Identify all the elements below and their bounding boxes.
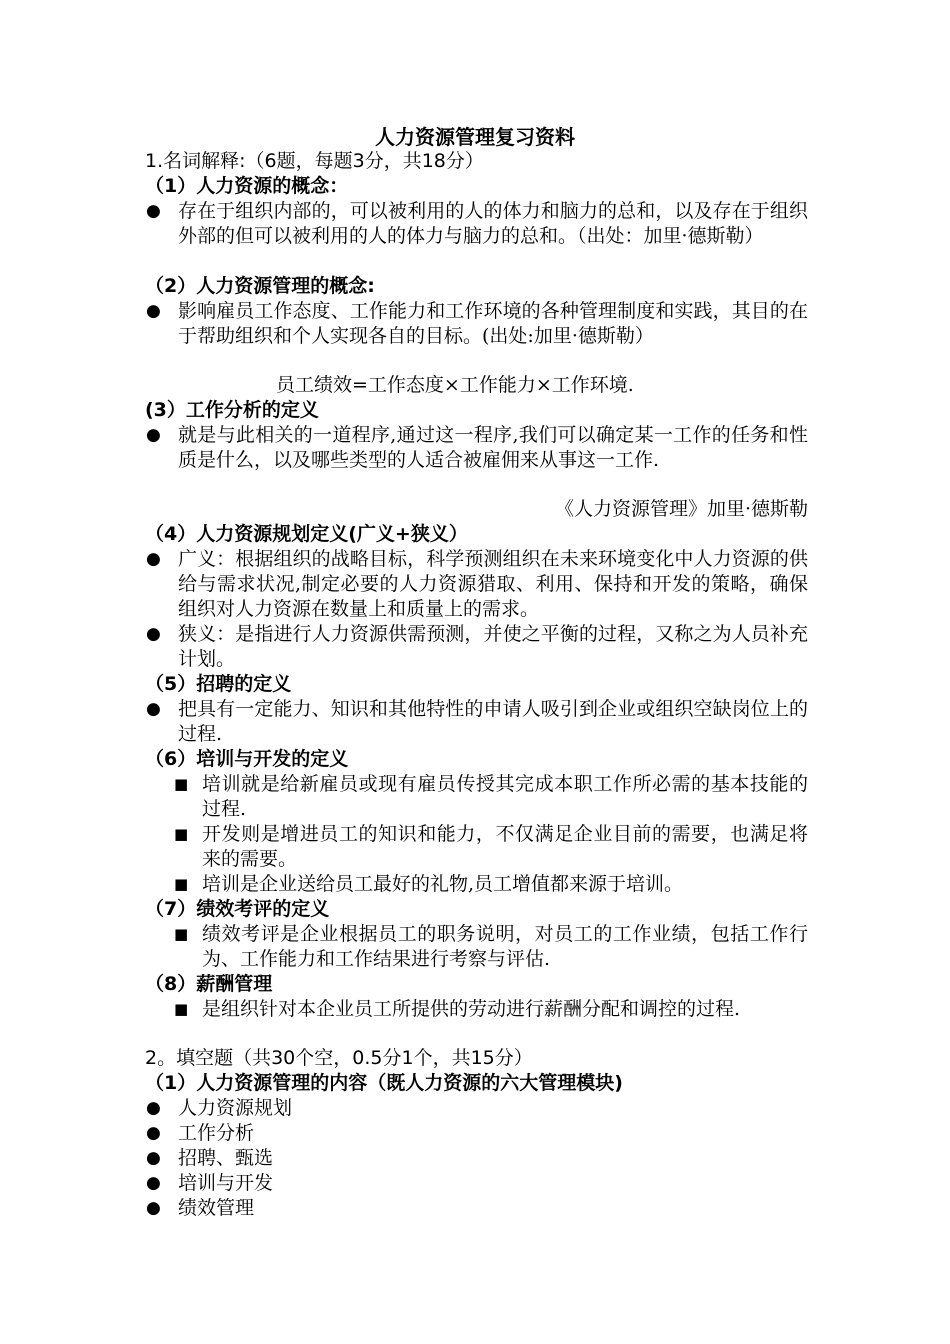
list-item: 人力资源规划: [178, 1097, 293, 1119]
list-item: 工作分析: [178, 1122, 255, 1144]
term-heading-1: （1）人力资源的概念：: [145, 175, 349, 197]
list-item: 招聘、甄选: [178, 1147, 274, 1169]
term-definition-3: 就是与此相关的一道程序,通过这一程序,我们可以确定某一工作的任务和性质是什么，以及哪些类型的人适合被雇佣来从事这一工作.: [178, 424, 808, 471]
term-definition-2: 影响雇员工作态度、工作能力和工作环境的各种管理制度和实践，其目的在于帮助组织和个人实现各自的目标。(出处:加里·德斯勒）: [178, 300, 808, 347]
term-definition-8: 是组织针对本企业员工所提供的劳动进行薪酬分配和调控的过程.: [202, 998, 741, 1020]
term-heading-4: （4）人力资源规划定义(广义+狭义）: [145, 523, 468, 545]
term-definition-4-narrow: 狭义：是指进行人力资源供需预测，并使之平衡的过程，又称之为人员补充计划。: [178, 623, 808, 670]
term-definition-7: 绩效考评是企业根据员工的职务说明，对员工的工作业绩，包括工作行为、工作能力和工作结果进行考察与评估.: [202, 923, 808, 970]
square-bullet-icon: ■: [174, 775, 189, 793]
bullet-icon: ●: [146, 1098, 161, 1118]
bullet-icon: ●: [146, 1148, 161, 1168]
performance-formula: 员工绩效=工作态度×工作能力×工作环境.: [276, 374, 634, 396]
bullet-icon: ●: [146, 624, 161, 644]
term-definition-4-broad: 广义：根据组织的战略目标，科学预测组织在未来环境变化中人力资源的供给与需求状况,制定必要的人力资源猎取、利用、保持和开发的策略，确保组织对人力资源在数量上和质量上的需求。: [178, 548, 808, 620]
bullet-icon: ●: [146, 425, 161, 445]
term-heading-7: （7）绩效考评的定义: [145, 898, 330, 920]
bullet-icon: ●: [146, 1198, 161, 1218]
term-heading-3: (3）工作分析的定义: [145, 399, 319, 421]
bullet-icon: ●: [146, 1173, 161, 1193]
term-definition-6a: 培训就是给新雇员或现有雇员传授其完成本职工作所必需的基本技能的过程.: [202, 773, 808, 820]
square-bullet-icon: ■: [174, 825, 189, 843]
section2-heading: 2。填空题（共30个空，0.5分1个，共15分）: [145, 1047, 533, 1069]
source-citation: 《人力资源管理》加里·德斯勒: [554, 498, 808, 520]
term-heading-5: （5）招聘的定义: [145, 673, 292, 695]
square-bullet-icon: ■: [174, 875, 189, 893]
section2-subheading: （1）人力资源管理的内容（既人力资源的六大管理模块): [145, 1072, 623, 1094]
list-item: 培训与开发: [178, 1172, 274, 1194]
term-heading-8: （8）薪酬管理: [145, 973, 273, 995]
list-item: 绩效管理: [178, 1197, 255, 1219]
term-definition-6b: 开发则是增进员工的知识和能力，不仅满足企业目前的需要，也满足将来的需要。: [202, 823, 808, 870]
term-definition-1: 存在于组织内部的，可以被利用的人的体力和脑力的总和，以及存在于组织外部的但可以被利用的人的体力与脑力的总和。（出处：加里·德斯勒）: [178, 200, 808, 247]
bullet-icon: ●: [146, 549, 161, 569]
term-heading-6: （6）培训与开发的定义: [145, 748, 349, 770]
bullet-icon: ●: [146, 699, 161, 719]
document-title: 人力资源管理复习资料: [375, 125, 575, 149]
term-heading-2: （2）人力资源管理的概念:: [145, 275, 375, 297]
term-definition-6c: 培训是企业送给员工最好的礼物,员工增值都来源于培训。: [202, 873, 684, 895]
bullet-icon: ●: [146, 301, 161, 321]
bullet-icon: ●: [146, 1123, 161, 1143]
square-bullet-icon: ■: [174, 1000, 189, 1018]
term-definition-5: 把具有一定能力、知识和其他特性的申请人吸引到企业或组织空缺岗位上的过程.: [178, 698, 808, 745]
section1-heading: 1.名词解释:（6题，每题3分，共18分）: [145, 150, 484, 172]
square-bullet-icon: ■: [174, 925, 189, 943]
bullet-icon: ●: [146, 201, 161, 221]
